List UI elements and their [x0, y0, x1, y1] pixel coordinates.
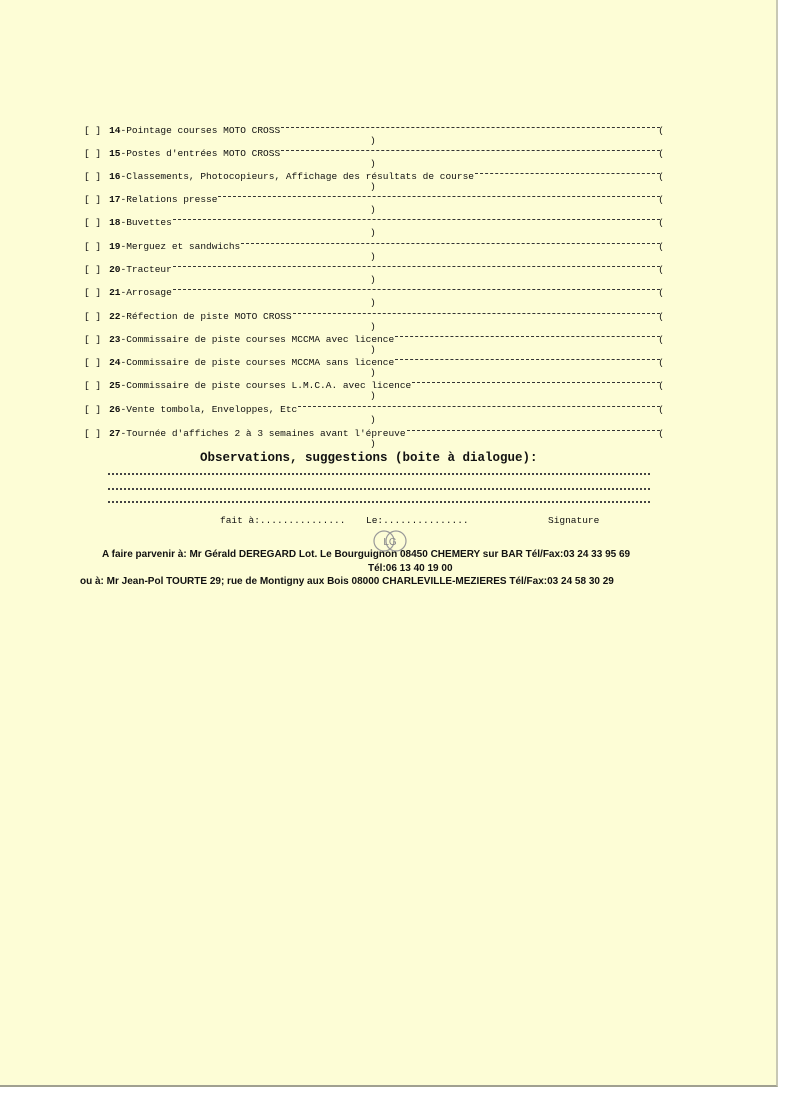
checkbox[interactable]: [ ] — [84, 287, 102, 298]
paren-open: ( — [658, 148, 664, 159]
observations-title: Observations, suggestions (boite à dialogue): — [200, 451, 538, 465]
item-label: -Réfection de piste MOTO CROSS — [120, 311, 292, 322]
leader-line — [407, 430, 660, 432]
checkbox[interactable]: [ ] — [84, 264, 102, 275]
checklist-item-18 — [84, 217, 664, 239]
item-number: 15 — [109, 148, 121, 159]
item-number: 16 — [109, 171, 121, 182]
paren-close: ) — [370, 390, 376, 401]
paren-open: ( — [658, 217, 664, 228]
paren-close: ) — [370, 438, 376, 449]
checkbox[interactable]: [ ] — [84, 194, 102, 205]
dialogue-line-1[interactable] — [108, 473, 650, 475]
checklist-item-22 — [84, 311, 664, 333]
checklist-item-23 — [84, 334, 664, 356]
dialogue-line-3[interactable] — [108, 501, 650, 503]
leader-line — [293, 313, 660, 315]
leader-line — [475, 173, 660, 175]
item-label: -Pointage courses MOTO CROSS — [120, 125, 281, 136]
paren-open: ( — [658, 404, 664, 415]
paren-open: ( — [658, 380, 664, 391]
paren-close: ) — [370, 321, 376, 332]
paren-close: ) — [370, 367, 376, 378]
dialogue-line-2[interactable] — [108, 488, 650, 490]
stamp-text: LG — [383, 537, 397, 548]
paren-open: ( — [658, 194, 664, 205]
item-number: 22 — [109, 311, 121, 322]
paren-close: ) — [370, 274, 376, 285]
leader-line — [298, 406, 660, 408]
item-number: 27 — [109, 428, 121, 439]
leader-line — [173, 219, 660, 221]
item-number: 19 — [109, 241, 121, 252]
checklist-item-20 — [84, 264, 664, 286]
item-label: -Tournée d'affiches 2 à 3 semaines avant l'épreuve — [120, 428, 406, 439]
checkbox[interactable]: [ ] — [84, 311, 102, 322]
paren-open: ( — [658, 311, 664, 322]
item-number: 17 — [109, 194, 121, 205]
leader-line — [395, 359, 660, 361]
checklist-item-17 — [84, 194, 664, 216]
paren-close: ) — [370, 297, 376, 308]
item-label: -Commissaire de piste courses MCCMA avec licence — [120, 334, 395, 345]
item-number: 18 — [109, 217, 121, 228]
checkbox[interactable]: [ ] — [84, 404, 102, 415]
leader-line — [281, 127, 660, 129]
item-label: -Commissaire de piste courses MCCMA sans licence — [120, 357, 395, 368]
checklist-item-27 — [84, 428, 664, 450]
address-tourte: ou à: Mr Jean-Pol TOURTE 29; rue de Montigny aux Bois 08000 CHARLEVILLE-MEZIERES Tél/Fax:03 24 58 30 29 — [80, 576, 614, 587]
checklist-item-19 — [84, 241, 664, 263]
paren-close: ) — [370, 135, 376, 146]
paren-open: ( — [658, 357, 664, 368]
paren-open: ( — [658, 171, 664, 182]
paren-close: ) — [370, 251, 376, 262]
checklist-item-25 — [84, 380, 664, 402]
checklist-item-14 — [84, 125, 664, 147]
checkbox[interactable]: [ ] — [84, 357, 102, 368]
checklist-item-21 — [84, 287, 664, 309]
checkbox[interactable]: [ ] — [84, 125, 102, 136]
leader-line — [173, 266, 660, 268]
item-label: -Commissaire de piste courses L.M.C.A. avec licence — [120, 380, 412, 391]
item-number: 14 — [109, 125, 121, 136]
checkbox[interactable]: [ ] — [84, 380, 102, 391]
leader-line — [173, 289, 660, 291]
item-number: 26 — [109, 404, 121, 415]
paren-close: ) — [370, 204, 376, 215]
address-deregard: A faire parvenir à: Mr Gérald DEREGARD Lot. Le Bourguignon 08450 CHEMERY sur BAR Tél/Fax:03 24 33 95 69 — [102, 549, 631, 560]
checkbox[interactable]: [ ] — [84, 334, 102, 345]
checklist-item-15 — [84, 148, 664, 170]
leader-line — [241, 243, 660, 245]
paren-close: ) — [370, 158, 376, 169]
paren-open: ( — [658, 334, 664, 345]
item-label: -Tracteur — [120, 264, 172, 275]
leader-line — [218, 196, 660, 198]
leader-line — [395, 336, 660, 338]
leader-line — [281, 150, 660, 152]
paren-close: ) — [370, 414, 376, 425]
item-label: -Arrosage — [120, 287, 172, 298]
item-number: 21 — [109, 287, 121, 298]
paren-open: ( — [658, 241, 664, 252]
item-label: -Relations presse — [120, 194, 218, 205]
paren-close: ) — [370, 344, 376, 355]
fait-a-field[interactable]: fait à:............... — [220, 515, 346, 526]
item-label: -Classements, Photocopieurs, Affichage des résultats de course — [120, 171, 474, 182]
item-label: -Merguez et sandwichs — [120, 241, 241, 252]
checkbox[interactable]: [ ] — [84, 217, 102, 228]
item-label: -Vente tombola, Enveloppes, Etc — [120, 404, 298, 415]
checklist-item-24 — [84, 357, 664, 379]
signature-label: Signature — [548, 515, 600, 526]
leader-line — [412, 382, 660, 384]
item-label: -Postes d'entrées MOTO CROSS — [120, 148, 281, 159]
item-label: -Buvettes — [120, 217, 172, 228]
le-date-field[interactable]: Le:............... — [366, 515, 469, 526]
item-number: 23 — [109, 334, 121, 345]
checkbox[interactable]: [ ] — [84, 171, 102, 182]
item-number: 25 — [109, 380, 121, 391]
checkbox[interactable]: [ ] — [84, 148, 102, 159]
paren-open: ( — [658, 287, 664, 298]
address-deregard-tel: Tél:06 13 40 19 00 — [368, 563, 453, 574]
item-number: 20 — [109, 264, 121, 275]
paren-open: ( — [658, 428, 664, 439]
item-number: 24 — [109, 357, 121, 368]
paren-open: ( — [658, 125, 664, 136]
paren-close: ) — [370, 227, 376, 238]
checklist-item-26 — [84, 404, 664, 426]
paren-open: ( — [658, 264, 664, 275]
checkbox[interactable]: [ ] — [84, 241, 102, 252]
checkbox[interactable]: [ ] — [84, 428, 102, 439]
checklist-item-16 — [84, 171, 664, 193]
paren-close: ) — [370, 181, 376, 192]
